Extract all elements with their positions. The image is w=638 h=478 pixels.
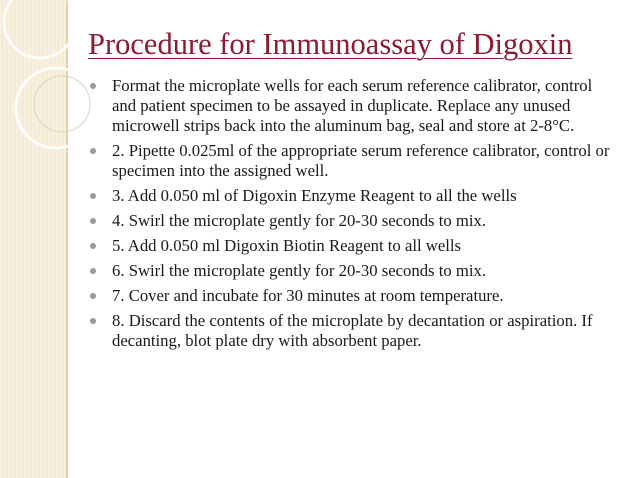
list-item	[90, 261, 620, 281]
bullet-dot-icon	[90, 193, 96, 199]
list-item-text: 4. Swirl the microplate gently for 20-30 seconds to mix.	[112, 211, 487, 230]
list-item-text: 2. Pipette 0.025ml of the appropriate serum reference calibrator, control or specimen into the assigned well.	[112, 141, 610, 180]
bullet-dot-icon	[90, 243, 96, 249]
bullet-dot-icon	[90, 83, 96, 89]
list-item	[90, 311, 620, 351]
list-item	[90, 141, 620, 181]
list-item-text: Format the microplate wells for each serum reference calibrator, control and patient specimen to be assayed in duplicate. Replace any unused microwell strips back into the aluminum bag, seal and store at 2-8°C.	[112, 76, 593, 135]
list-item-text: 6. Swirl the microplate gently for 20-30 seconds to mix.	[112, 261, 487, 280]
list-item-text: 7. Cover and incubate for 30 minutes at room temperature.	[112, 286, 504, 305]
bullet-dot-icon	[90, 218, 96, 224]
slide-title: Procedure for Immunoassay of Digoxin	[88, 27, 573, 61]
list-item	[90, 286, 620, 306]
bullet-dot-icon	[90, 148, 96, 154]
list-item	[90, 76, 620, 136]
bullet-dot-icon	[90, 268, 96, 274]
procedure-list	[90, 76, 620, 356]
list-item	[90, 211, 620, 231]
bullet-dot-icon	[90, 293, 96, 299]
list-item-text: 5. Add 0.050 ml Digoxin Biotin Reagent to all wells	[112, 236, 462, 255]
list-item-text: 3. Add 0.050 ml of Digoxin Enzyme Reagent to all the wells	[112, 186, 517, 205]
list-item-text: 8. Discard the contents of the microplate by decantation or aspiration. If decanting, blot plate dry with absorbent paper.	[112, 311, 593, 350]
bullet-dot-icon	[90, 318, 96, 324]
list-item	[90, 186, 620, 206]
list-item	[90, 236, 620, 256]
decorative-side-band	[0, 0, 68, 478]
